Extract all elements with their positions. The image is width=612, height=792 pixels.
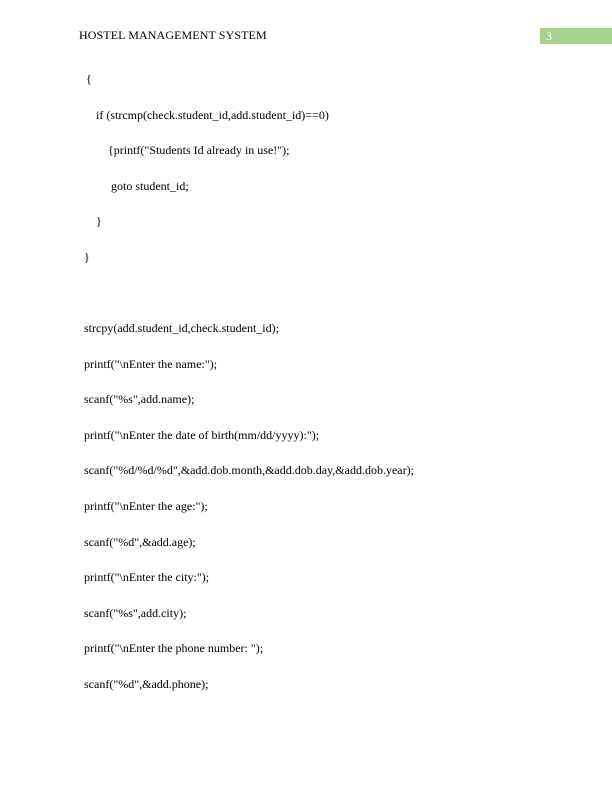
code-line: printf("\nEnter the date of birth(mm/dd/yyyy):"); bbox=[84, 428, 320, 442]
code-line: scanf("%s",add.city); bbox=[84, 606, 187, 620]
page-number-badge bbox=[540, 28, 612, 44]
code-line: strcpy(add.student_id,check.student_id); bbox=[84, 321, 279, 335]
code-line: scanf("%d",&add.age); bbox=[84, 535, 196, 549]
code-line: { bbox=[86, 72, 92, 86]
code-line: if (strcmp(check.student_id,add.student_id)==0) bbox=[96, 108, 329, 122]
code-line: printf("\nEnter the phone number: "); bbox=[84, 641, 264, 655]
code-line: printf("\nEnter the name:"); bbox=[84, 357, 218, 371]
page-number: 3 bbox=[546, 29, 552, 43]
code-line: scanf("%d/%d/%d",&add.dob.month,&add.dob.day,&add.dob.year); bbox=[84, 463, 414, 477]
header-title: HOSTEL MANAGEMENT SYSTEM bbox=[79, 28, 267, 42]
code-line: } bbox=[96, 214, 102, 228]
code-line: {printf("Students Id already in use!"); bbox=[108, 143, 290, 157]
code-line: scanf("%s",add.name); bbox=[84, 392, 195, 406]
code-line: printf("\nEnter the age:"); bbox=[84, 499, 208, 513]
code-line: printf("\nEnter the city:"); bbox=[84, 570, 210, 584]
code-line: goto student_id; bbox=[111, 179, 189, 193]
code-line: scanf("%d",&add.phone); bbox=[84, 677, 209, 691]
code-line: } bbox=[84, 250, 90, 264]
